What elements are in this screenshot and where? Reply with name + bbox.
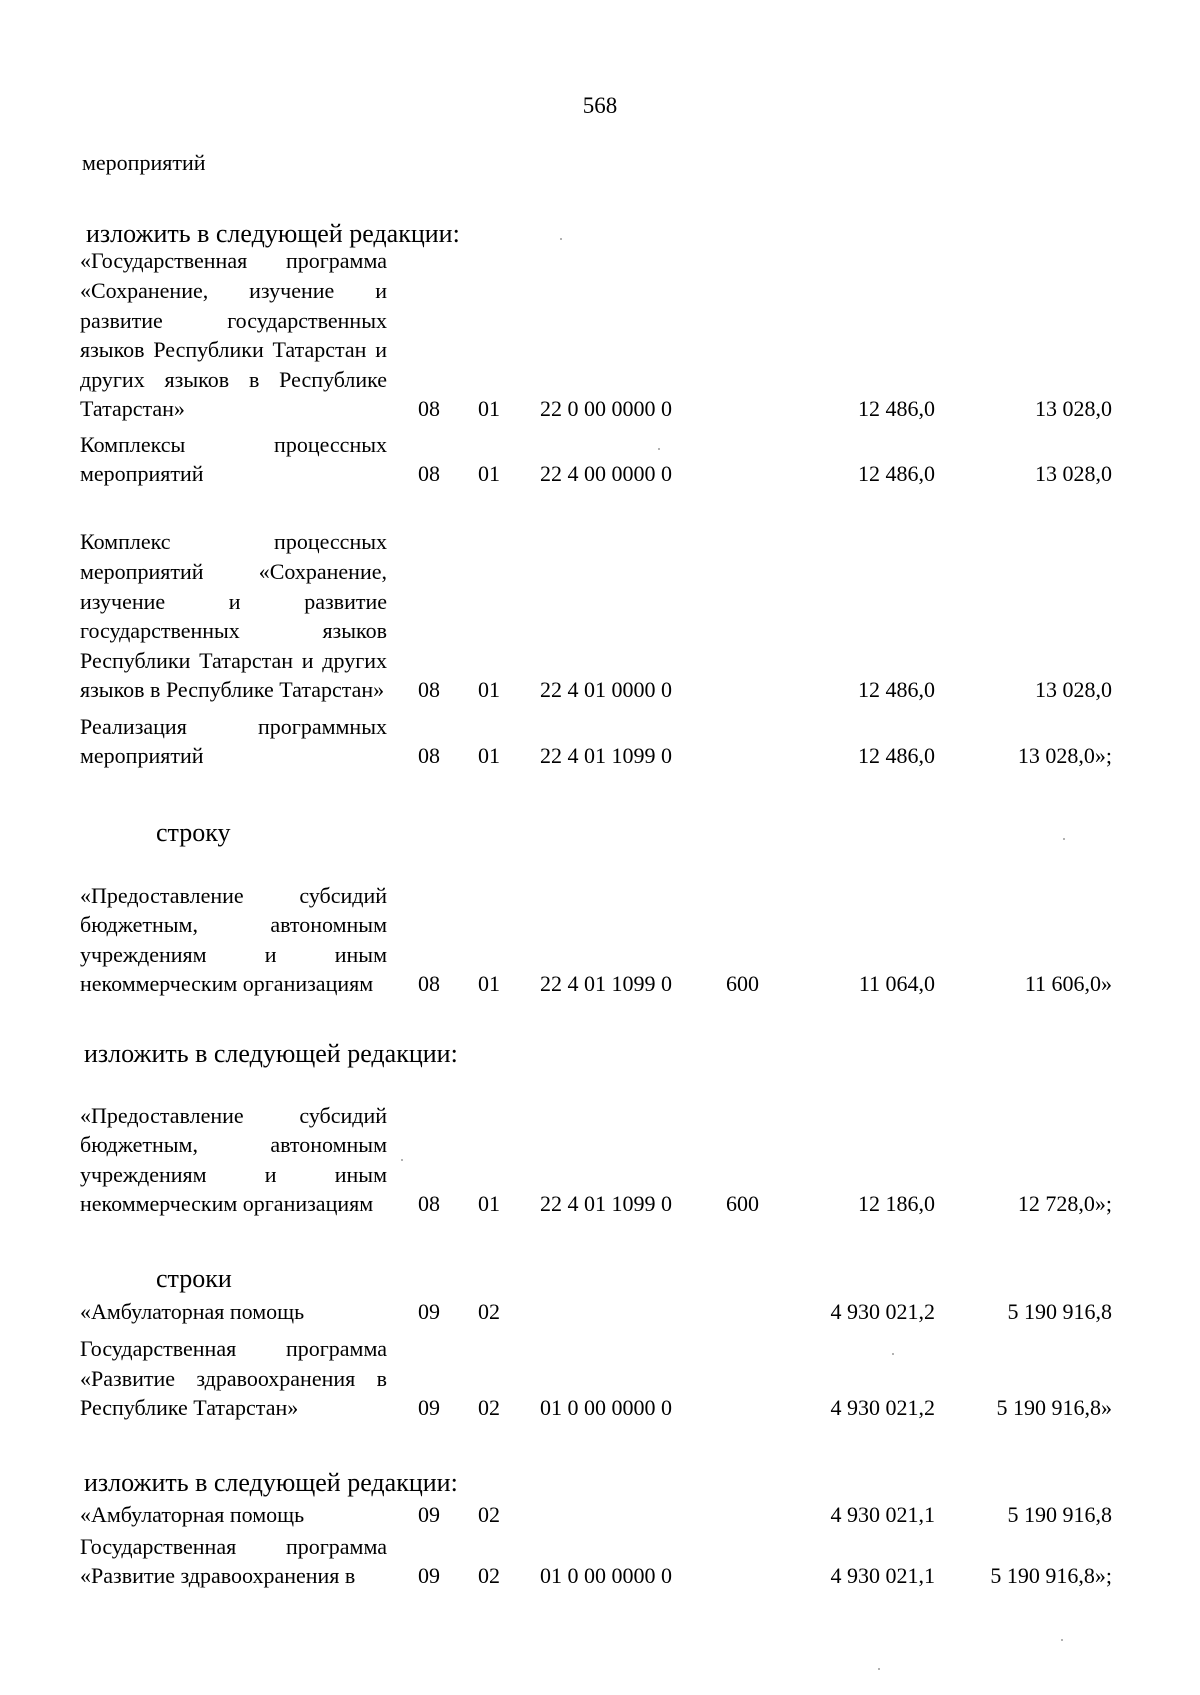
section-code: 08 [418,971,440,997]
table-row [0,431,1200,489]
value-year-1: 12 486,0 [858,677,935,703]
subsection-code: 01 [478,1191,500,1217]
row-description: «Амбулаторная помощь [80,1299,305,1325]
table-row [0,248,1200,424]
subsection-code: 01 [478,396,500,422]
section-code: 08 [418,1191,440,1217]
subsection-code: 02 [478,1502,500,1528]
scan-speck [560,238,562,240]
value-year-2: 11 606,0» [1024,971,1112,997]
scan-speck [658,448,660,450]
table-row [0,1502,1200,1530]
target-code: 01 0 00 0000 0 [540,1395,672,1421]
value-year-2: 5 190 916,8» [996,1395,1112,1421]
prelude-text: мероприятий [82,150,206,175]
page-number: 568 [582,93,618,118]
value-year-2: 13 028,0 [1035,396,1112,422]
value-year-1: 12 186,0 [858,1191,935,1217]
section-code: 08 [418,743,440,769]
subsection-code: 02 [478,1563,500,1589]
table-row [0,1336,1200,1423]
row-description: Государственная программа «Развитие здравоохранения в [80,1533,387,1589]
scan-speck [1061,1639,1063,1641]
table-row [0,713,1200,771]
subsection-code: 02 [478,1395,500,1421]
value-year-1: 12 486,0 [858,396,935,422]
table-row [0,1102,1200,1219]
subsection-code: 01 [478,743,500,769]
value-year-1: 4 930 021,1 [830,1563,935,1589]
scan-speck [878,1668,880,1670]
scan-speck [1063,838,1065,840]
section-code: 08 [418,677,440,703]
value-year-1: 4 930 021,2 [830,1395,935,1421]
value-year-1: 11 064,0 [858,971,935,997]
target-code: 22 0 00 0000 0 [540,396,672,422]
section-heading: изложить в следующей редакции: [84,1468,458,1497]
scan-speck [401,1159,403,1161]
table-row [0,529,1200,705]
target-code: 22 4 01 1099 0 [540,743,672,769]
section-code: 09 [418,1502,440,1528]
subsection-code: 01 [478,971,500,997]
row-description: «Амбулаторная помощь [80,1502,305,1528]
target-code: 22 4 01 1099 0 [540,971,672,997]
section-code: 09 [418,1299,440,1325]
table-row [0,1299,1200,1327]
table-row [0,1533,1200,1591]
row-description: «Предоставление субсидий бюджетным, автономным учреждениям и иным некоммерческим организациям [80,1102,387,1217]
section-code: 09 [418,1563,440,1589]
section-heading: изложить в следующей редакции: [86,219,460,248]
subsection-code: 01 [478,461,500,487]
scan-speck [892,1353,894,1355]
row-description: «Государственная программа «Сохранение, изучение и развитие государственных языков Республики Татарстан и других языков в Республике Татарстан» [80,248,387,422]
row-description: Комплекс процессных мероприятий «Сохранение, изучение и развитие государственных языков Республики Татарстан и других языков в Республике Татарстан» [80,529,387,703]
table-row [0,882,1200,999]
value-year-1: 12 486,0 [858,743,935,769]
row-description: Реализация программных мероприятий [80,713,387,769]
section-heading: строку [156,818,231,847]
section-code: 08 [418,461,440,487]
value-year-2: 5 190 916,8 [1007,1299,1112,1325]
value-year-2: 13 028,0»; [1017,743,1112,769]
section-code: 08 [418,396,440,422]
subsection-code: 02 [478,1299,500,1325]
row-description: Государственная программа «Развитие здравоохранения в Республике Татарстан» [80,1336,387,1421]
subsection-code: 01 [478,677,500,703]
target-code: 22 4 01 1099 0 [540,1191,672,1217]
expense-type-code: 600 [726,1191,759,1217]
value-year-2: 13 028,0 [1035,677,1112,703]
section-heading: строки [156,1264,232,1293]
value-year-2: 12 728,0»; [1017,1191,1112,1217]
value-year-2: 13 028,0 [1035,461,1112,487]
row-description: «Предоставление субсидий бюджетным, автономным учреждениям и иным некоммерческим организациям [80,882,387,997]
row-description: Комплексы процессных мероприятий [80,431,387,487]
target-code: 22 4 01 0000 0 [540,677,672,703]
value-year-2: 5 190 916,8»; [990,1563,1112,1589]
expense-type-code: 600 [726,971,759,997]
section-code: 09 [418,1395,440,1421]
value-year-2: 5 190 916,8 [1007,1502,1112,1528]
target-code: 22 4 00 0000 0 [540,461,672,487]
value-year-1: 4 930 021,1 [830,1502,935,1528]
section-heading: изложить в следующей редакции: [84,1039,458,1068]
value-year-1: 12 486,0 [858,461,935,487]
target-code: 01 0 00 0000 0 [540,1563,672,1589]
value-year-1: 4 930 021,2 [830,1299,935,1325]
